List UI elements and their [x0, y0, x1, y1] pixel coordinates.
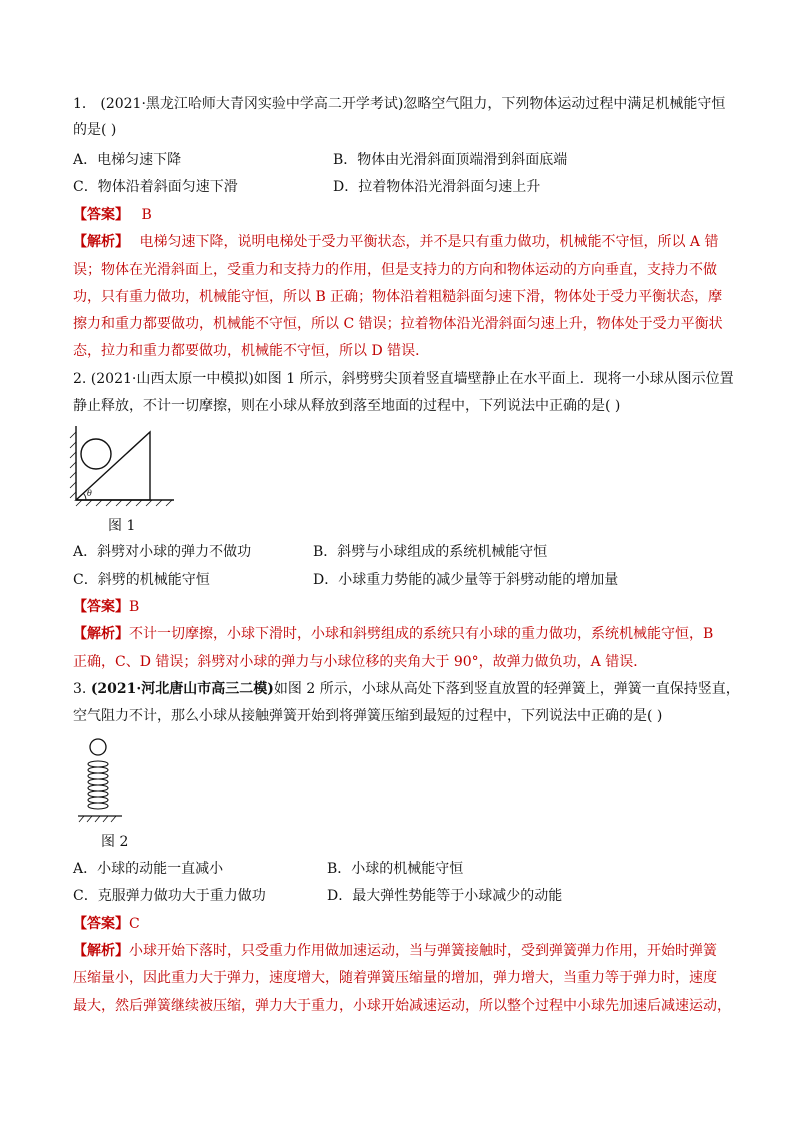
q3-answer-row	[73, 914, 140, 934]
q1-stem-line1: 1． (2021·黑龙江哈师大青冈实验中学高二开学考试)忽略空气阻力，下列物体运动过程中满足机械能守恒	[73, 96, 726, 112]
q1-answer-label: 【答案】	[73, 207, 129, 223]
q3-analysis-line: 最大，然后弹簧继续被压缩，弹力大于重力，小球开始减速运动，所以整个过程中小球先加速后减速运动，	[73, 998, 731, 1014]
q2-analysis-label: 【解析】	[73, 626, 129, 642]
q2-analysis-line1-row	[73, 624, 713, 644]
q1-answer-value: B	[141, 207, 152, 223]
q1-analysis-label: 【解析】	[73, 234, 129, 250]
q3-source: (2021·河北唐山市高三二模)	[90, 681, 274, 697]
q3-option-a: A．小球的动能一直减小	[73, 861, 224, 877]
q2-analysis-line: 正确，C、D 错误；斜劈对小球的弹力与小球位移的夹角大于 90°，故弹力做负功，A 错误．	[73, 654, 648, 670]
q3-analysis-line: 压缩量小，因此重力大于弹力，速度增大，随着弹簧压缩量的增加，弹力增大，当重力等于弹力时，速度	[73, 970, 717, 986]
q2-stem-line2: 静止释放，不计一切摩擦，则在小球从释放到落至地面的过程中，下列说法中正确的是( )	[73, 398, 621, 414]
q3-analysis-line1-row	[73, 941, 717, 961]
q3-stem-text: 如图 2 所示，小球从高处下落到竖直放置的轻弹簧上，弹簧一直保持竖直，	[273, 681, 740, 697]
q3-number: 3.	[73, 681, 91, 697]
q3-option-c: C．克服弹力做功大于重力做功	[73, 888, 266, 904]
q3-stem-line2: 空气阻力不计，那么小球从接触弹簧开始到将弹簧压缩到最短的过程中，下列说法中正确的是( )	[73, 708, 663, 724]
q3-analysis-label: 【解析】	[73, 943, 129, 959]
q1-analysis-line1-row	[73, 232, 718, 252]
q2-analysis-line: 不计一切摩擦，小球下滑时，小球和斜劈组成的系统只有小球的重力做功，系统机械能守恒，B	[129, 626, 714, 642]
q1-stem-line2: 的是( )	[73, 122, 117, 138]
q1-analysis-line: 态，拉力和重力都要做功，机械能不守恒，所以 D 错误．	[73, 343, 430, 359]
q3-figure-caption: 图 2	[101, 834, 129, 850]
q3-option-d: D．最大弹性势能等于小球减少的动能	[327, 888, 563, 904]
q1-analysis-line: 擦力和重力都要做功，机械能不守恒，所以 C 错误；拉着物体沿光滑斜面匀速上升，物体处于受力平衡状	[73, 316, 723, 332]
q1-option-a: A．电梯匀速下降	[73, 152, 182, 168]
q1-analysis-line: 误；物体在光滑斜面上，受重力和支持力的作用，但是支持力的方向和物体运动的方向垂直，支持力不做	[73, 262, 717, 278]
q1-answer-row	[73, 205, 152, 225]
q2-answer-label: 【答案】	[73, 599, 129, 615]
q3-answer-value: C	[129, 916, 140, 932]
q3-analysis-line: 小球开始下落时，只受重力作用做加速运动，当与弹簧接触时，受到弹簧弹力作用，开始时弹簧	[129, 943, 717, 959]
q2-figure-angle-label: θ	[87, 489, 92, 498]
q2-figure-caption: 图 1	[108, 518, 136, 534]
q1-analysis-line: 功，只有重力做功，机械能守恒，所以 B 正确；物体沿着粗糙斜面匀速下滑，物体处于受力平衡状态，摩	[73, 289, 723, 305]
q2-stem-line1: 2. (2021·山西太原一中模拟)如图 1 所示，斜劈劈尖顶着竖直墙壁静止在水平面上．现将一小球从图示位置	[73, 371, 734, 387]
q2-option-d: D．小球重力势能的减少量等于斜劈动能的增加量	[313, 572, 619, 588]
q3-stem-line1	[73, 679, 740, 699]
q2-answer-value: B	[129, 599, 140, 615]
q2-option-c: C．斜劈的机械能守恒	[73, 572, 210, 588]
q2-answer-row	[73, 597, 139, 617]
q2-option-b: B．斜劈与小球组成的系统机械能守恒	[313, 544, 548, 560]
q2-option-a: A．斜劈对小球的弹力不做功	[73, 544, 252, 560]
q3-figure-ball-spring	[76, 736, 136, 826]
q3-answer-label: 【答案】	[73, 916, 129, 932]
q1-option-c: C．物体沿着斜面匀速下滑	[73, 179, 238, 195]
q1-option-d: D．拉着物体沿光滑斜面匀速上升	[333, 179, 541, 195]
q3-option-b: B．小球的机械能守恒	[327, 861, 464, 877]
q1-option-b: B．物体由光滑斜面顶端滑到斜面底端	[333, 152, 568, 168]
q1-analysis-line: 电梯匀速下降，说明电梯处于受力平衡状态，并不是只有重力做功，机械能不守恒，所以 A 错	[139, 234, 719, 250]
q2-figure-wedge-ball	[66, 422, 176, 512]
